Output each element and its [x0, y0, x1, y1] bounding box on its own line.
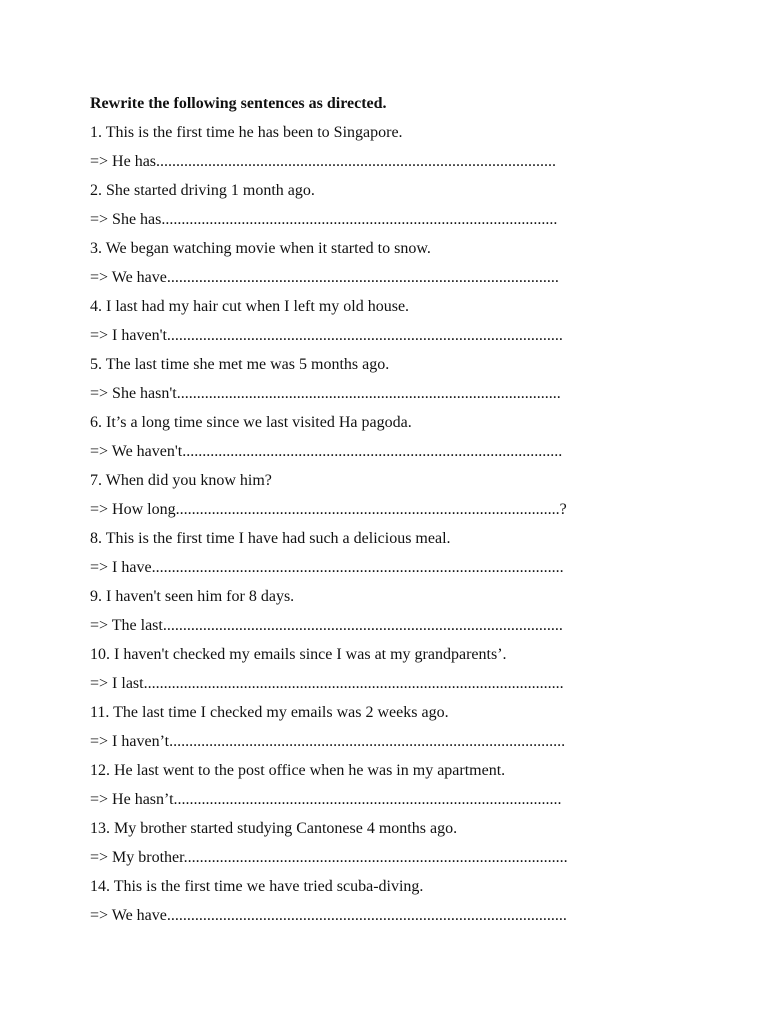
rewrite-prompt: => She hasn't................................................................................................ [90, 385, 561, 402]
rewrite-prompt: => I haven't................................................................................................... [90, 327, 563, 344]
exercise-item-13 [90, 814, 730, 872]
exercise-item-2 [90, 176, 730, 234]
original-sentence: 8. This is the first time I have had such a delicious meal. [90, 530, 451, 547]
rewrite-prompt: => I have....................................................................................................... [90, 559, 564, 576]
rewrite-prompt: => The last.................................................................................................... [90, 617, 563, 634]
original-sentence: 9. I haven't seen him for 8 days. [90, 588, 295, 605]
original-sentence: 3. We began watching movie when it started to snow. [90, 240, 431, 257]
exercise-item-14 [90, 872, 730, 930]
original-sentence: 1. This is the first time he has been to Singapore. [90, 124, 403, 141]
original-sentence: 4. I last had my hair cut when I left my old house. [90, 298, 410, 315]
exercise-item-7 [90, 466, 730, 524]
original-sentence: 13. My brother started studying Cantonese 4 months ago. [90, 820, 458, 837]
rewrite-prompt: => We haven't............................................................................................... [90, 443, 563, 460]
exercise-item-11 [90, 698, 730, 756]
exercise-item-6 [90, 408, 730, 466]
rewrite-prompt: => How long................................................................................................? [90, 501, 567, 518]
exercise-item-5 [90, 350, 730, 408]
original-sentence: 7. When did you know him? [90, 472, 272, 489]
rewrite-prompt: => He hasn’t................................................................................................. [90, 791, 562, 808]
exercise-item-10 [90, 640, 730, 698]
original-sentence: 6. It’s a long time since we last visited Ha pagoda. [90, 414, 412, 431]
rewrite-prompt: => She has................................................................................................... [90, 211, 558, 228]
original-sentence: 5. The last time she met me was 5 months ago. [90, 356, 390, 373]
original-sentence: 10. I haven't checked my emails since I was at my grandparents’. [90, 646, 507, 663]
original-sentence: 12. He last went to the post office when he was in my apartment. [90, 762, 506, 779]
worksheet-page [90, 89, 730, 930]
exercise-item-12 [90, 756, 730, 814]
original-sentence: 11. The last time I checked my emails was 2 weeks ago. [90, 704, 449, 721]
rewrite-prompt: => He has.................................................................................................... [90, 153, 557, 170]
exercise-item-9 [90, 582, 730, 640]
rewrite-prompt: => I last......................................................................................................... [90, 675, 564, 692]
exercise-item-8 [90, 524, 730, 582]
rewrite-prompt: => My brother................................................................................................ [90, 849, 568, 866]
rewrite-prompt: => We have.................................................................................................. [90, 269, 559, 286]
worksheet-heading: Rewrite the following sentences as directed. [90, 95, 387, 112]
rewrite-prompt: => We have.................................................................................................... [90, 907, 567, 924]
exercise-item-1 [90, 118, 730, 176]
exercise-item-4 [90, 292, 730, 350]
original-sentence: 2. She started driving 1 month ago. [90, 182, 315, 199]
exercise-item-3 [90, 234, 730, 292]
original-sentence: 14. This is the first time we have tried scuba-diving. [90, 878, 424, 895]
rewrite-prompt: => I haven’t................................................................................................... [90, 733, 566, 750]
